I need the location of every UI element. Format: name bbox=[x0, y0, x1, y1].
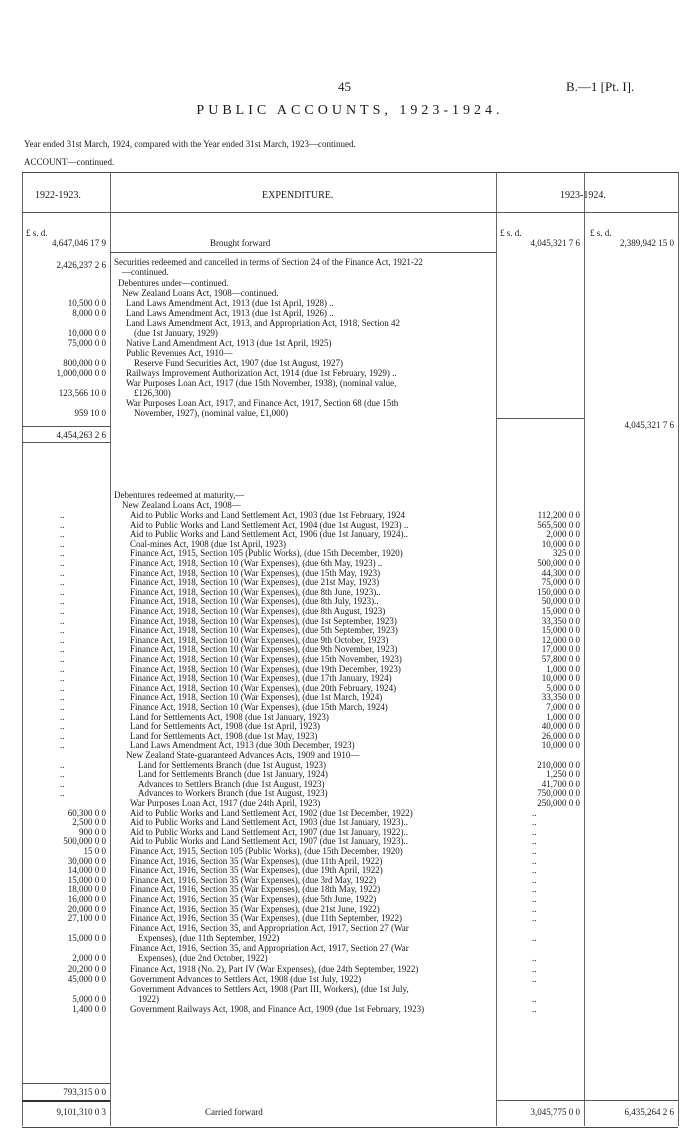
table-row-mid-amount: 44,300 0 0 bbox=[541, 568, 580, 578]
table-row-left-amount: 10,000 0 0 bbox=[67, 328, 106, 338]
table-row-mid-amount: 10,000 0 0 bbox=[541, 673, 580, 683]
table-row-left-amount: 60,300 0 0 bbox=[67, 808, 106, 818]
account-label: ACCOUNT—continued. bbox=[24, 157, 115, 167]
table-row-description: Finance Act, 1916, Section 35, and Appropriation Act, 1917, Section 27 (War bbox=[130, 923, 409, 933]
table-row-description: Finance Act, 1915, Section 105 (Public Works), (due 15th December, 1920) bbox=[130, 548, 403, 558]
table-row-left-amount: 900 0 0 bbox=[79, 827, 106, 837]
col-header-1923-1924: 1923-1924. bbox=[560, 190, 606, 201]
section2-sub: New Zealand State-guaranteed Advances Acts, 1909 and 1910— bbox=[126, 750, 360, 760]
table-row-description: Finance Act, 1918, Section 10 (War Expenses), (due 1st March, 1924) bbox=[130, 692, 383, 702]
table-row-left-placeholder: .. bbox=[60, 731, 65, 741]
table-row-description: Expenses), (due 11th September, 1922) bbox=[138, 933, 280, 943]
table-row-description: Expenses), (due 2nd October, 1922) bbox=[138, 953, 268, 963]
currency-header-left: £ s. d. bbox=[26, 228, 48, 238]
report-reference: B.—1 [Pt. I]. bbox=[566, 79, 635, 94]
table-row-description: Land for Settlements Act, 1908 (due 1st April, 1923) bbox=[130, 721, 320, 731]
table-row-mid-placeholder: .. bbox=[532, 1004, 537, 1014]
table-row-mid-placeholder: .. bbox=[532, 827, 537, 837]
table-row-description: Finance Act, 1916, Section 35 (War Expenses), (due 18th May, 1922) bbox=[130, 884, 381, 894]
table-row-mid-amount: 17,000 0 0 bbox=[541, 644, 580, 654]
table-row-description: Advances to Workers Branch (due 1st August, 1923) bbox=[138, 788, 328, 798]
table-row-left-placeholder: .. bbox=[60, 664, 65, 674]
table-row-description: Reserve Fund Securities Act, 1907 (due 1st August, 1927) bbox=[134, 358, 343, 368]
table-row-mid-amount: 40,000 0 0 bbox=[541, 721, 580, 731]
table-row-left-placeholder: .. bbox=[60, 548, 65, 558]
table-row-left-amount: 16,000 0 0 bbox=[67, 894, 106, 904]
table-row-description: Government Railways Act, 1908, and Finance Act, 1909 (due 1st February, 1923) bbox=[130, 1004, 425, 1014]
table-row-description: Land Laws Amendment Act, 1913 (due 1st April, 1926) .. bbox=[126, 308, 334, 318]
table-row-mid-placeholder: .. bbox=[532, 904, 537, 914]
table-row-description: Land for Settlements Act, 1908 (due 1st May, 1923) bbox=[130, 731, 318, 741]
table-row-left-amount: 2,000 0 0 bbox=[72, 953, 106, 963]
table-row-mid-placeholder: .. bbox=[532, 846, 537, 856]
table-row-left-amount: 15,000 0 0 bbox=[67, 875, 106, 885]
table-row-description: Aid to Public Works and Land Settlement Act, 1906 (due 1st January, 1924).. bbox=[130, 529, 408, 539]
page-title: PUBLIC ACCOUNTS, 1923-1924. bbox=[196, 103, 504, 118]
table-row-mid-amount: 26,000 0 0 bbox=[541, 731, 580, 741]
table-row-left-placeholder: .. bbox=[60, 683, 65, 693]
carried-forward-rule bbox=[496, 1100, 678, 1101]
table-row-left-placeholder: .. bbox=[60, 673, 65, 683]
table-row-left-amount: 14,000 0 0 bbox=[67, 865, 106, 875]
table-row-description: Finance Act, 1915, Section 105 (Public Works), (due 15th December, 1920) bbox=[130, 846, 403, 856]
section2-act: New Zealand Loans Act, 1908— bbox=[122, 500, 241, 510]
table-row-left-amount: 123,566 10 0 bbox=[58, 388, 106, 398]
table-row-mid-placeholder: .. bbox=[532, 817, 537, 827]
table-row-mid-amount: 57,800 0 0 bbox=[541, 654, 580, 664]
section1-act: New Zealand Loans Act, 1908—continued. bbox=[122, 288, 279, 298]
table-row-mid-placeholder: .. bbox=[532, 953, 537, 963]
table-row-left-placeholder: .. bbox=[60, 635, 65, 645]
table-row-mid-placeholder: .. bbox=[532, 875, 537, 885]
table-row-left-amount: 20,200 0 0 bbox=[67, 964, 106, 974]
brought-forward-left: 4,647,046 17 9 bbox=[52, 238, 106, 248]
table-row-mid-placeholder: .. bbox=[532, 808, 537, 818]
period-subtitle: Year ended 31st March, 1924, compared with the Year ended 31st March, 1923—continued. bbox=[24, 139, 356, 149]
table-row-mid-placeholder: .. bbox=[532, 913, 537, 923]
section2-heading: Debentures redeemed at maturity,— bbox=[114, 490, 245, 500]
table-row-left-amount: 18,000 0 0 bbox=[67, 884, 106, 894]
table-row-description: Aid to Public Works and Land Settlement Act, 1903 (due 1st February, 1924 bbox=[130, 510, 405, 520]
table-row-mid-amount: 250,000 0 0 bbox=[537, 798, 580, 808]
table-row-description: Finance Act, 1916, Section 35 (War Expenses), (due 11th September, 1922) bbox=[130, 913, 403, 923]
col-divider-left bbox=[110, 172, 111, 1126]
table-row-left-placeholder: .. bbox=[60, 654, 65, 664]
table-row-mid-amount: 210,000 0 0 bbox=[537, 760, 580, 770]
table-row-left-amount: 20,000 0 0 bbox=[67, 904, 106, 914]
table-row-description: Finance Act, 1918, Section 10 (War Expenses), (due 20th February, 1924) bbox=[130, 683, 397, 693]
section2-total-left: 793,315 0 0 bbox=[63, 1087, 106, 1097]
table-row-left-placeholder: .. bbox=[60, 721, 65, 731]
table-right-border bbox=[678, 172, 679, 1126]
carried-forward-label: Carried forward bbox=[205, 1107, 263, 1117]
table-row-description: Land Laws Amendment Act, 1913 (due 1st April, 1928) .. bbox=[126, 298, 334, 308]
table-row-description: Finance Act, 1916, Section 35 (War Expenses), (due 3rd May, 1922) bbox=[130, 875, 377, 885]
table-row-description: Finance Act, 1918, Section 10 (War Expenses), (due 5th September, 1923) bbox=[130, 625, 398, 635]
table-row-description: Public Revenues Act, 1910— bbox=[126, 348, 233, 358]
table-row-mid-placeholder: .. bbox=[532, 933, 537, 943]
section1-total-rule-top bbox=[22, 426, 110, 427]
col-divider-right bbox=[584, 172, 585, 1126]
table-row-left-placeholder: .. bbox=[60, 616, 65, 626]
table-row-mid-placeholder: .. bbox=[532, 856, 537, 866]
table-row-description: Finance Act, 1918, Section 10 (War Expenses), (due 21st May, 1923) bbox=[130, 577, 380, 587]
table-row-mid-amount: 10,000 0 0 bbox=[541, 539, 580, 549]
table-row-description: Land for Settlements Act, 1908 (due 1st January, 1923) bbox=[130, 712, 329, 722]
table-row-left-amount: 800,000 0 0 bbox=[63, 358, 106, 368]
table-row-mid-amount: 500,000 0 0 bbox=[537, 558, 580, 568]
table-row-mid-amount: 15,000 0 0 bbox=[541, 625, 580, 635]
table-row-description: Land for Settlements Branch (due 1st August, 1923) bbox=[138, 760, 326, 770]
table-row-mid-amount: 5,000 0 0 bbox=[546, 683, 580, 693]
table-row-left-amount: 45,000 0 0 bbox=[67, 974, 106, 984]
table-row-left-amount: 5,000 0 0 bbox=[72, 994, 106, 1004]
table-row-description: Finance Act, 1918, Section 10 (War Expenses), (due 19th December, 1923) bbox=[130, 664, 401, 674]
table-row-description: Land for Settlements Branch (due 1st January, 1924) bbox=[138, 769, 328, 779]
table-row-mid-amount: 10,000 0 0 bbox=[541, 740, 580, 750]
table-row-left-amount: 2,500 0 0 bbox=[72, 817, 106, 827]
currency-header-right: £ s. d. bbox=[590, 228, 612, 238]
section2-total-rule-top bbox=[22, 1083, 110, 1084]
carried-forward-mid: 3,045,775 0 0 bbox=[530, 1107, 580, 1117]
table-row-mid-placeholder: .. bbox=[532, 836, 537, 846]
table-row-mid-amount: 33,350 0 0 bbox=[541, 692, 580, 702]
table-row-description: Finance Act, 1918, Section 10 (War Expenses), (due 15th May, 1923) bbox=[130, 568, 381, 578]
table-row-left-amount: 15,000 0 0 bbox=[67, 933, 106, 943]
table-row-description: Finance Act, 1918 (No. 2), Part IV (War Expenses), (due 24th September, 1922) bbox=[130, 964, 419, 974]
table-row-mid-amount: 41,700 0 0 bbox=[541, 779, 580, 789]
table-row-left-placeholder: .. bbox=[60, 712, 65, 722]
table-row-left-placeholder: .. bbox=[60, 702, 65, 712]
table-row-left-amount: 30,000 0 0 bbox=[67, 856, 106, 866]
page-number: 45 bbox=[338, 79, 351, 94]
table-row-description: Advances to Settlers Branch (due 1st August, 1923) bbox=[138, 779, 325, 789]
table-row-mid-amount: 1,000 0 0 bbox=[546, 712, 580, 722]
table-row-mid-amount: 33,350 0 0 bbox=[541, 616, 580, 626]
table-row-mid-amount: 12,000 0 0 bbox=[541, 635, 580, 645]
table-row-left-placeholder: .. bbox=[60, 558, 65, 568]
table-row-mid-placeholder: .. bbox=[532, 865, 537, 875]
table-row-left-amount: 959 10 0 bbox=[74, 408, 106, 418]
table-row-left-placeholder: .. bbox=[60, 510, 65, 520]
table-row-description: War Purposes Loan Act, 1917 (due 15th November, 1938), (nominal value, bbox=[126, 378, 397, 388]
table-row-left-placeholder: .. bbox=[60, 568, 65, 578]
table-row-description: Aid to Public Works and Land Settlement Act, 1907 (due 1st January, 1923).. bbox=[130, 836, 408, 846]
table-row-mid-placeholder: .. bbox=[532, 994, 537, 1004]
table-row-mid-amount: 565,500 0 0 bbox=[537, 520, 580, 530]
brought-forward-right: 2,389,942 15 0 bbox=[620, 238, 674, 248]
table-row-left-placeholder: .. bbox=[60, 760, 65, 770]
table-row-description: Land Laws Amendment Act, 1913 (due 30th December, 1923) bbox=[130, 740, 355, 750]
section1-heading: Securities redeemed and cancelled in terms of Section 24 of the Finance Act, 1921-22 bbox=[114, 257, 423, 267]
table-row-left-placeholder: .. bbox=[60, 788, 65, 798]
table-row-description: Finance Act, 1918, Section 10 (War Expenses), (due 8th June, 1923).. bbox=[130, 587, 381, 597]
table-row-left-placeholder: .. bbox=[60, 740, 65, 750]
table-row-mid-amount: 2,000 0 0 bbox=[546, 529, 580, 539]
section1-total-left: 4,454,263 2 6 bbox=[56, 430, 106, 440]
table-row-description: 1922) bbox=[138, 994, 159, 1004]
table-row-description: (due 1st January, 1929) bbox=[134, 328, 218, 338]
table-row-left-placeholder: .. bbox=[60, 587, 65, 597]
table-row-left-placeholder: .. bbox=[60, 769, 65, 779]
currency-header-mid: £ s. d. bbox=[500, 228, 522, 238]
table-row-description: Finance Act, 1918, Section 10 (War Expenses), (due 17th January, 1924) bbox=[130, 673, 392, 683]
section1-sub: Debentures under—continued. bbox=[118, 278, 229, 288]
table-row-description: Aid to Public Works and Land Settlement Act, 1903 (due 1st January, 1923).. bbox=[130, 817, 408, 827]
table-row-description: Finance Act, 1918, Section 10 (War Expenses), (due 8th August, 1923) bbox=[130, 606, 386, 616]
brought-forward-mid: 4,045,321 7 6 bbox=[530, 238, 580, 248]
table-row-description: Finance Act, 1916, Section 35 (War Expenses), (due 5th June, 1922) bbox=[130, 894, 377, 904]
table-row-mid-amount: 50,000 0 0 bbox=[541, 596, 580, 606]
table-row-mid-placeholder: .. bbox=[532, 894, 537, 904]
carried-forward-left: 9,101,310 0 3 bbox=[56, 1107, 106, 1117]
table-row-left-placeholder: .. bbox=[60, 596, 65, 606]
table-row-description: Coal-mines Act, 1908 (due 1st April, 1923) bbox=[130, 539, 286, 549]
table-row-description: Finance Act, 1918, Section 10 (War Expenses), (due 9th November, 1923) bbox=[130, 644, 398, 654]
table-row-description: Finance Act, 1916, Section 35 (War Expenses), (due 21st June, 1922) bbox=[130, 904, 380, 914]
table-row-mid-amount: 750,000 0 0 bbox=[537, 788, 580, 798]
table-row-left-amount: 500,000 0 0 bbox=[63, 836, 106, 846]
table-row-description: Railways Improvement Authorization Act, 1914 (due 1st February, 1929) .. bbox=[126, 368, 397, 378]
table-row-description: November, 1927), (nominal value, £1,000) bbox=[134, 408, 289, 418]
table-row-description: Finance Act, 1918, Section 10 (War Expenses), (due 15th March, 1924) bbox=[130, 702, 388, 712]
table-row-left-placeholder: .. bbox=[60, 644, 65, 654]
section1-total-rule-bottom bbox=[22, 442, 110, 443]
table-row-left-amount: 15 0 0 bbox=[83, 846, 106, 856]
table-row-mid-amount: 15,000 0 0 bbox=[541, 606, 580, 616]
table-row-description: Finance Act, 1918, Section 10 (War Expenses), (due 15th November, 1923) bbox=[130, 654, 402, 664]
table-row-description: Finance Act, 1918, Section 10 (War Expenses), (due 9th October, 1923) bbox=[130, 635, 389, 645]
table-row-description: Aid to Public Works and Land Settlement Act, 1907 (due 1st January, 1922).. bbox=[130, 827, 408, 837]
table-row-left-placeholder: .. bbox=[60, 577, 65, 587]
table-row-description: Finance Act, 1918, Section 10 (War Expenses), (due 1st September, 1923) bbox=[130, 616, 397, 626]
col-header-expenditure: EXPENDITURE. bbox=[262, 190, 334, 201]
table-row-left-amount: 75,000 0 0 bbox=[67, 338, 106, 348]
table-row-mid-placeholder: .. bbox=[532, 884, 537, 894]
table-row-description: £126,300) bbox=[134, 388, 171, 398]
table-row-left-amount: 1,000,000 0 0 bbox=[56, 368, 106, 378]
table-row-left-placeholder: .. bbox=[60, 539, 65, 549]
table-row-mid-amount: 112,200 0 0 bbox=[537, 510, 580, 520]
section-rule bbox=[110, 252, 496, 253]
brought-forward-label: Brought forward bbox=[210, 238, 271, 248]
table-row-description: Government Advances to Settlers Act, 1908 (Part III, Workers), (due 1st July, bbox=[130, 984, 409, 994]
table-row-left-amount: 2,426,237 2 6 bbox=[56, 260, 106, 270]
header-rule bbox=[22, 212, 678, 213]
section1-heading-cont: —continued. bbox=[122, 267, 169, 277]
table-row-description: Finance Act, 1918, Section 10 (War Expenses), (due 8th July, 1923).. bbox=[130, 596, 379, 606]
table-row-description: Finance Act, 1916, Section 35 (War Expenses), (due 11th April, 1922) bbox=[130, 856, 383, 866]
table-row-description: War Purposes Loan Act, 1917 (due 24th April, 1923) bbox=[130, 798, 321, 808]
table-row-description: Land Laws Amendment Act, 1913, and Appropriation Act, 1918, Section 42 bbox=[126, 318, 400, 328]
table-row-description: Native Land Amendment Act, 1913 (due 1st April, 1925) bbox=[126, 338, 332, 348]
table-row-left-amount: 1,400 0 0 bbox=[72, 1004, 106, 1014]
table-row-mid-placeholder: .. bbox=[532, 964, 537, 974]
table-row-left-placeholder: .. bbox=[60, 529, 65, 539]
table-row-left-amount: 8,000 0 0 bbox=[72, 308, 106, 318]
table-row-description: Finance Act, 1916, Section 35, and Appropriation Act, 1917, Section 27 (War bbox=[130, 943, 409, 953]
table-row-description: Aid to Public Works and Land Settlement Act, 1902 (due 1st December, 1922) bbox=[130, 808, 413, 818]
table-row-mid-amount: 150,000 0 0 bbox=[537, 587, 580, 597]
table-row-left-amount: 10,500 0 0 bbox=[67, 298, 106, 308]
table-row-description: Finance Act, 1918, Section 10 (War Expenses), (due 6th May, 1923) .. bbox=[130, 558, 383, 568]
section2-total-rule-bottom bbox=[22, 1100, 110, 1102]
section1-total-right: 4,045,321 7 6 bbox=[624, 420, 674, 430]
table-row-mid-amount: 1,250 0 0 bbox=[546, 769, 580, 779]
table-row-left-placeholder: .. bbox=[60, 692, 65, 702]
table-row-left-placeholder: .. bbox=[60, 606, 65, 616]
section1-mid-rule bbox=[496, 418, 584, 419]
table-row-left-placeholder: .. bbox=[60, 520, 65, 530]
table-row-description: Aid to Public Works and Land Settlement Act, 1904 (due 1st August, 1923) .. bbox=[130, 520, 409, 530]
table-row-mid-amount: 1,000 0 0 bbox=[546, 664, 580, 674]
carried-forward-right: 6,435,264 2 6 bbox=[624, 1107, 674, 1117]
table-row-mid-placeholder: .. bbox=[532, 974, 537, 984]
table-row-description: War Purposes Loan Act, 1917, and Finance Act, 1917, Section 68 (due 15th bbox=[126, 398, 399, 408]
table-row-mid-amount: 325 0 0 bbox=[553, 548, 580, 558]
table-row-mid-amount: 75,000 0 0 bbox=[541, 577, 580, 587]
table-row-left-amount: 27,100 0 0 bbox=[67, 913, 106, 923]
table-row-left-placeholder: .. bbox=[60, 779, 65, 789]
table-row-description: Government Advances to Settlers Act, 1908 (due 1st July, 1922) bbox=[130, 974, 362, 984]
table-row-mid-amount: 7,000 0 0 bbox=[546, 702, 580, 712]
table-row-left-placeholder: .. bbox=[60, 625, 65, 635]
table-row-description: Finance Act, 1916, Section 35 (War Expenses), (due 19th April, 1922) bbox=[130, 865, 383, 875]
col-header-1922-1923: 1922-1923. bbox=[35, 190, 81, 201]
